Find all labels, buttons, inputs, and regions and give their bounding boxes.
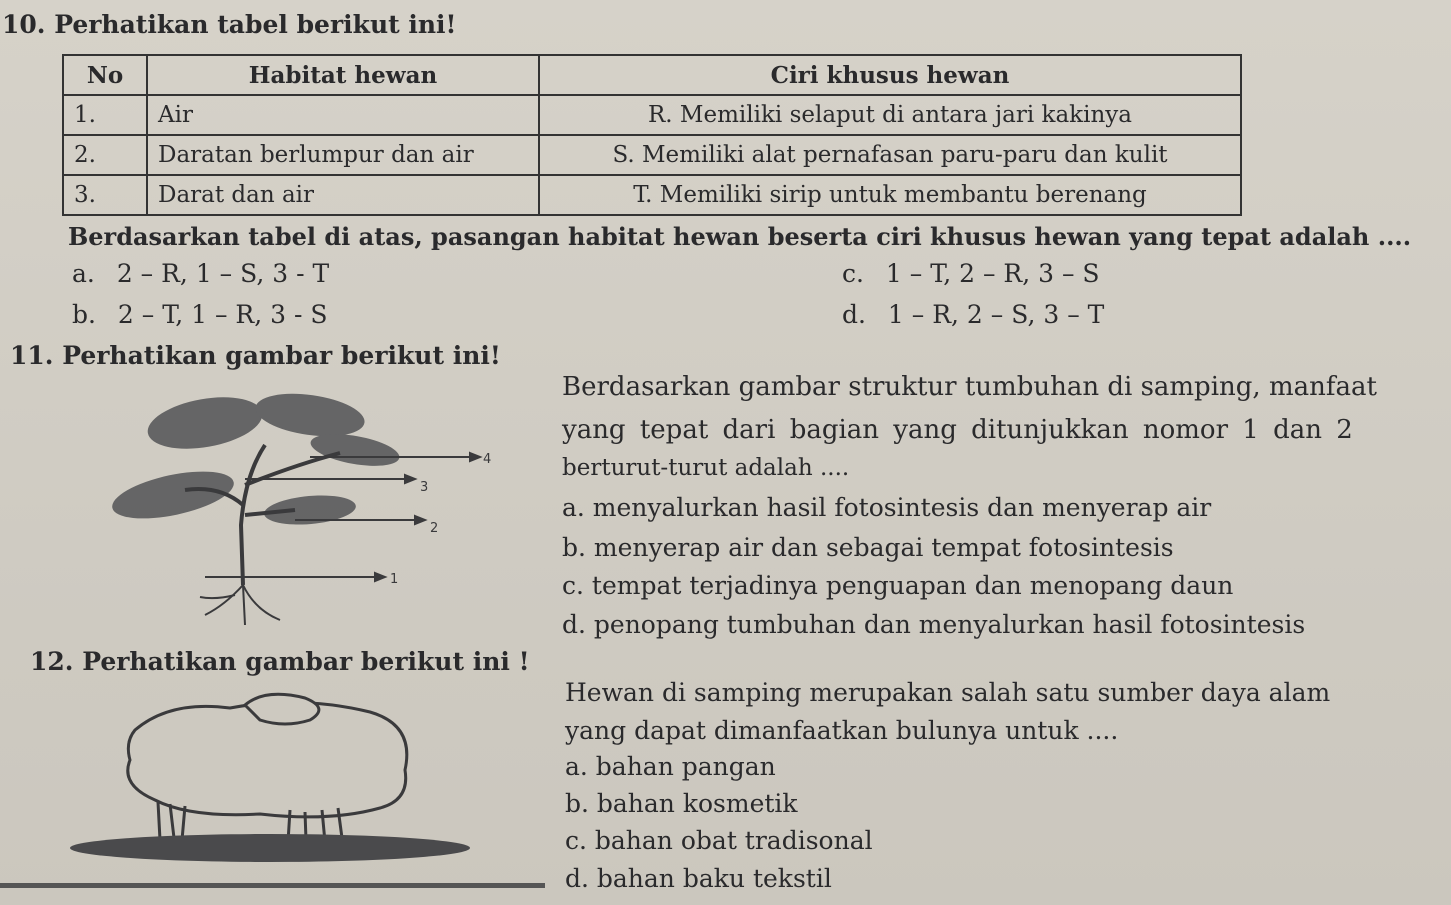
q10-option-d[interactable] [842, 300, 1104, 329]
option-text: 1 – T, 2 – R, 3 – S [885, 259, 1100, 288]
option-letter: c. [842, 259, 864, 288]
option-letter: a. [72, 259, 95, 288]
row-no: 3. [63, 175, 147, 215]
table-row [63, 135, 1241, 175]
option-letter: d. [842, 300, 866, 329]
q11-option-c[interactable]: c. tempat terjadinya penguapan dan menopang daun [562, 571, 1234, 600]
q10-option-b[interactable] [72, 300, 328, 329]
q12-header [30, 647, 530, 676]
q10-prompt: Perhatikan tabel berikut ini! [54, 10, 457, 39]
q11-prompt: Perhatikan gambar berikut ini! [62, 341, 501, 370]
q11-number: 11. [10, 341, 54, 370]
q12-question-line-2: yang dapat dimanfaatkan bulunya untuk .... [565, 716, 1119, 745]
q11-question-line-3: berturut-turut adalah .... [562, 455, 850, 481]
row-no: 2. [63, 135, 147, 175]
sheep-illustration [60, 690, 480, 880]
q12-number: 12. [30, 647, 74, 676]
option-text: 2 – R, 1 – S, 3 - T [116, 259, 330, 288]
q12-option-b[interactable]: b. bahan kosmetik [565, 789, 798, 818]
q10-question: Berdasarkan tabel di atas, pasangan habitat hewan beserta ciri khusus hewan yang tepat adalah .... [68, 222, 1412, 251]
header-ciri: Ciri khusus hewan [539, 55, 1241, 95]
row-ciri: T. Memiliki sirip untuk membantu berenang [539, 175, 1241, 215]
ground-shadow-icon [70, 834, 470, 862]
option-text: 2 – T, 1 – R, 3 - S [117, 300, 328, 329]
row-ciri: R. Memiliki selaput di antara jari kakinya [539, 95, 1241, 135]
plant-structure-illustration [95, 385, 535, 640]
q12-option-a[interactable]: a. bahan pangan [565, 752, 776, 781]
q11-question-line-1: Berdasarkan gambar struktur tumbuhan di samping, manfaat [562, 372, 1377, 402]
table-row [63, 175, 1241, 215]
q12-question-line-1: Hewan di samping merupakan salah satu sumber daya alam [565, 678, 1331, 707]
root-icon [200, 585, 280, 625]
row-habitat: Daratan berlumpur dan air [147, 135, 539, 175]
row-ciri: S. Memiliki alat pernafasan paru-paru dan kulit [539, 135, 1241, 175]
row-no: 1. [63, 95, 147, 135]
q12-option-c[interactable]: c. bahan obat tradisonal [565, 826, 873, 855]
q11-question-line-2: yang tepat dari bagian yang ditunjukkan nomor 1 dan 2 [562, 415, 1353, 445]
sheep-icon [128, 694, 407, 817]
q11-header [10, 341, 501, 370]
row-habitat: Darat dan air [147, 175, 539, 215]
q11-option-b[interactable]: b. menyerap air dan sebagai tempat fotosintesis [562, 533, 1174, 562]
header-habitat: Habitat hewan [147, 55, 539, 95]
q10-option-c[interactable] [842, 259, 1100, 288]
q11-option-a[interactable]: a. menyalurkan hasil fotosintesis dan menyerap air [562, 493, 1212, 522]
option-text: 1 – R, 2 – S, 3 – T [887, 300, 1105, 329]
figure-label-4: 4 [483, 452, 492, 467]
q12-prompt: Perhatikan gambar berikut ini ! [82, 647, 530, 676]
q10-option-a[interactable] [72, 259, 329, 288]
bottom-divider [0, 883, 545, 888]
q11-option-d[interactable]: d. penopang tumbuhan dan menyalurkan hasil fotosintesis [562, 610, 1306, 639]
table-header-row [63, 55, 1241, 95]
q12-option-d[interactable]: d. bahan baku tekstil [565, 864, 832, 893]
q10-number: 10. [2, 10, 46, 39]
figure-label-3: 3 [420, 480, 429, 495]
row-habitat: Air [147, 95, 539, 135]
figure-label-1: 1 [390, 572, 399, 587]
option-letter: b. [72, 300, 96, 329]
q10-header [2, 10, 457, 39]
habitat-table [62, 54, 1242, 216]
figure-label-2: 2 [430, 521, 439, 536]
table-row [63, 95, 1241, 135]
header-no: No [63, 55, 147, 95]
